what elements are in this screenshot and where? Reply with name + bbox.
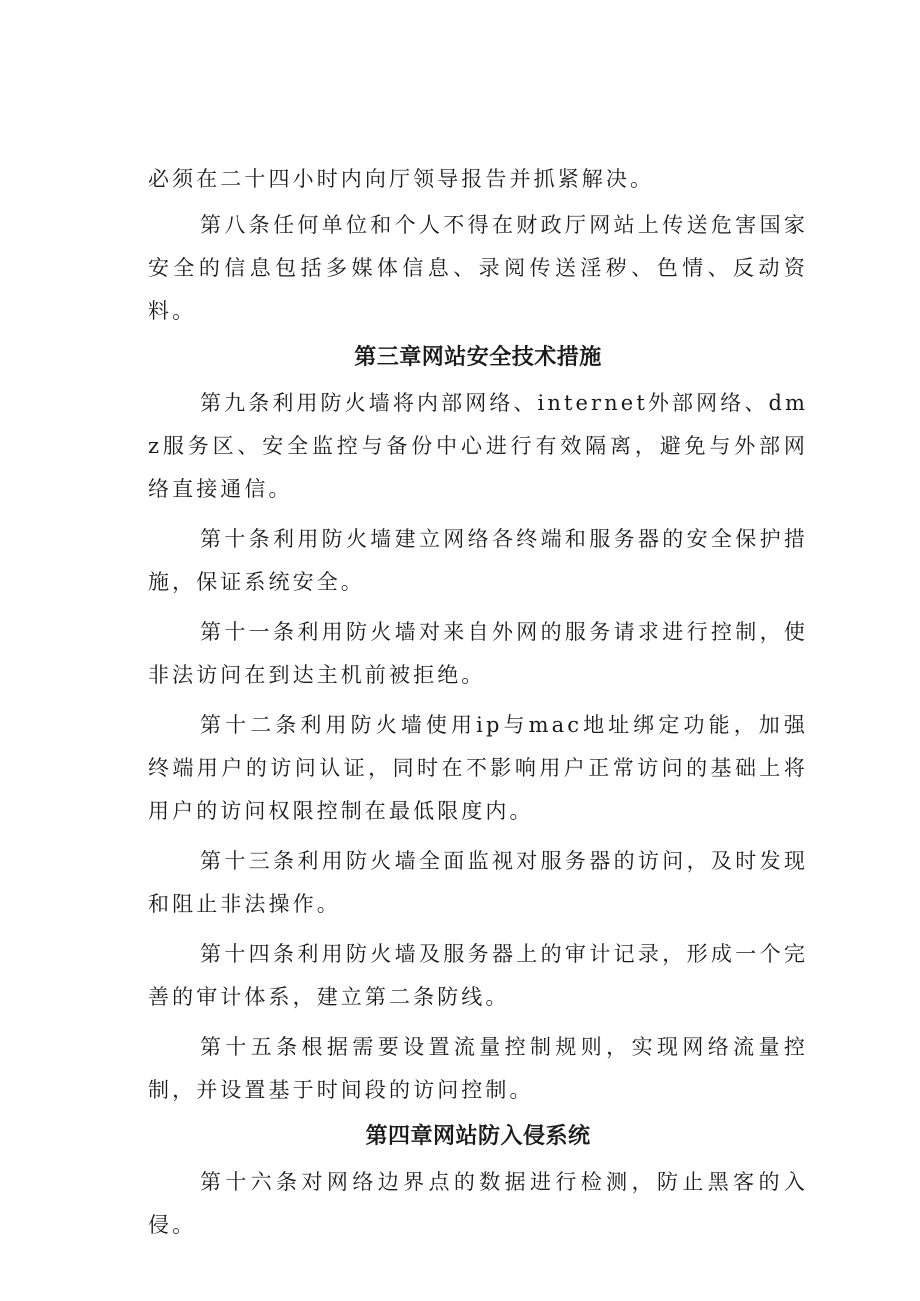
article-15: 第十五条根据需要设置流量控制规则，实现网络流量控制，并设置基于时间段的访问控制。 xyxy=(148,1035,808,1102)
article-14: 第十四条利用防火墙及服务器上的审计记录，形成一个完善的审计体系，建立第二条防线。 xyxy=(148,942,808,1009)
article-16: 第十六条对网络边界点的数据进行检测，防止黑客的入侵。 xyxy=(148,1170,808,1237)
article-8: 第八条任何单位和个人不得在财政厅网站上传送危害国家安全的信息包括多媒体信息、录阅传送淫秽、色情、反动资料。 xyxy=(148,213,808,323)
chapter-4-heading: 第四章网站防入侵系统 xyxy=(365,1124,591,1149)
article-13: 第十三条利用防火墙全面监视对服务器的访问，及时发现和阻止非法操作。 xyxy=(148,849,808,916)
article-11: 第十一条利用防火墙对来自外网的服务请求进行控制，使非法访问在到达主机前被拒绝。 xyxy=(148,620,808,687)
chapter-3-heading: 第三章网站安全技术措施 xyxy=(354,345,602,370)
paragraph-continuation: 必须在二十四小时内向厅领导报告并抓紧解决。 xyxy=(148,167,655,191)
article-9: 第九条利用防火墙将内部网络、internet外部网络、dmz服务区、安全监控与备份中心进行有效隔离，避免与外部网络直接通信。 xyxy=(148,391,808,501)
article-12: 第十二条利用防火墙使用ip与mac地址绑定功能，加强终端用户的访问认证，同时在不影响用户正常访问的基础上将用户的访问权限控制在最低限度内。 xyxy=(148,713,808,823)
article-10: 第十条利用防火墙建立网络各终端和服务器的安全保护措施，保证系统安全。 xyxy=(148,527,808,594)
document-body xyxy=(148,158,808,1250)
